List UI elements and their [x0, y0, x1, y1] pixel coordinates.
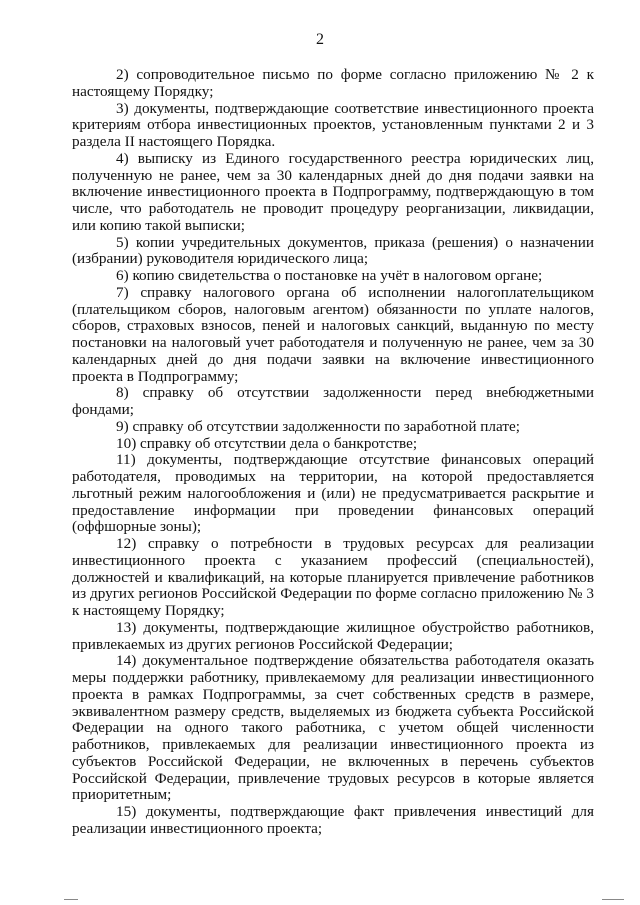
- document-body: [72, 67, 594, 838]
- list-item-12: 12) справку о потребности в трудовых ресурсах для реализации инвестиционного проекта с указанием профессий (специальностей), должностей и квалификаций, на которые планируется привлечение работников из других регионов Российской Федерации по форме согласно приложению № 3 к настоящему Порядку;: [72, 535, 594, 619]
- list-item-13: 13) документы, подтверждающие жилищное обустройство работников, привлекаемых из других регионов Российской Федерации;: [72, 618, 594, 653]
- list-item-15: 15) документы, подтверждающие факт привлечения инвестиций для реализации инвестиционного проекта;: [72, 803, 594, 837]
- list-item-10: 10) справку об отсутствии дела о банкротстве;: [116, 434, 418, 452]
- page-number: 2: [316, 31, 324, 48]
- list-item-2: 2) сопроводительное письмо по форме согласно приложению № 2 к настоящему Порядку;: [72, 66, 594, 100]
- list-item-11: 11) документы, подтверждающие отсутствие финансовых операций работодателя, проводимых на территории, на которой предоставляется льготный режим налогообложения и (или) не предусматривается раскрытие и предоставление информации при проведении финансовых операций (оффшорные зоны);: [72, 451, 594, 536]
- list-item-3: 3) документы, подтверждающие соответствие инвестиционного проекта критериям отбора инвестиционных проектов, установленным пунктами 2 и 3 раздела II настоящего Порядка.: [72, 99, 594, 150]
- list-item-8: 8) справку об отсутствии задолженности перед внебюджетными фондами;: [72, 384, 594, 418]
- list-item-14: 14) документальное подтверждение обязательства работодателя оказать меры поддержки работнику, привлекаемому для реализации инвестиционного проекта в рамках Подпрограммы, за счет собственных средств в размере, эквивалентном размеру средств, выделяемых из бюджета субъекта Российской Федерации на одного такого работника, с учетом общей численности работников, привлекаемых для реализации инвестиционного проекта из субъектов Российской Федерации, не включенных в перечень субъектов Российской Федерации, привлечение трудовых ресурсов в которые является приоритетным;: [72, 652, 594, 804]
- list-item-5: 5) копии учредительных документов, приказа (решения) о назначении (избрании) руководителя юридического лица;: [72, 233, 594, 268]
- list-item-6: 6) копию свидетельства о постановке на учёт в налоговом органе;: [116, 267, 543, 284]
- list-item-4: 4) выписку из Единого государственного реестра юридических лиц, полученную не ранее, чем за 30 календарных дней до дня подачи заявки на включение инвестиционного проекта в Подпрограмму, подтверждающую в том числе, что работодатель не проводит процедуру реорганизации, ликвидации, или копию такой выписки;: [72, 149, 594, 234]
- scan-edge-mark-right: [602, 899, 624, 900]
- list-item-7: 7) справку налогового органа об исполнении налогоплательщиком (плательщиком сборов, налоговым агентом) обязанности по уплате налогов, сборов, страховых взносов, пеней и налоговых санкций, выданную по месту постановки на налоговый учет работодателя и полученную не ранее, чем за 30 календарных дней до дня подачи заявки на включение инвестиционного проекта в Подпрограмму;: [72, 283, 594, 385]
- scan-edge-mark-left: [64, 899, 78, 900]
- list-item-9: 9) справку об отсутствии задолженности по заработной плате;: [116, 417, 520, 435]
